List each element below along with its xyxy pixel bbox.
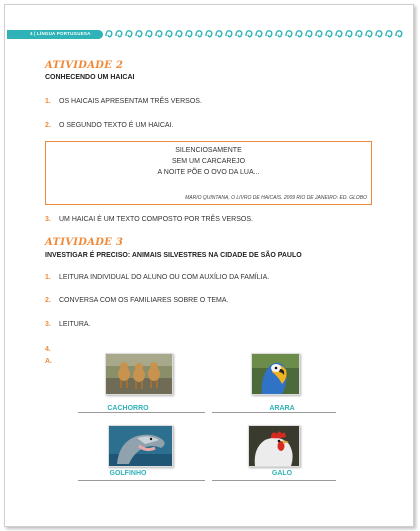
item-text: LEITURA. [59, 321, 91, 328]
animal-label-golfinho: GOLFINHO [109, 470, 147, 477]
wave-swirl [286, 31, 292, 37]
poem-box [45, 141, 372, 205]
macaw-photo [251, 353, 300, 395]
wave-swirl [356, 31, 362, 37]
wave-swirl [316, 31, 322, 37]
wave-swirl [136, 31, 142, 37]
item-text: UM HAICAI É UM TEXTO COMPOSTO POR TRÊS VERSOS. [59, 216, 253, 223]
wave-swirl [376, 31, 382, 37]
wave-swirl [326, 31, 332, 37]
activity-2-subtitle: CONHECENDO UM HAICAI [45, 74, 135, 81]
item-letter: A. [45, 358, 52, 365]
wave-swirl [176, 31, 182, 37]
poem-line: SILENCIOSAMENTE [175, 147, 242, 154]
wave-swirl [276, 31, 282, 37]
item-text: OS HAICAIS APRESENTAM TRÊS VERSOS. [59, 98, 202, 105]
activity-2-title: ATIVIDADE 2 [45, 60, 124, 71]
dolphin-photo [108, 425, 173, 467]
wave-swirl [196, 31, 202, 37]
wave-swirl [306, 31, 312, 37]
section-label: 4 | LÍNGUA PORTUGUESA [30, 31, 91, 36]
animal-label-galo: GALO [271, 470, 293, 477]
item-number: 1. [45, 274, 51, 281]
wave-swirl [236, 31, 242, 37]
poem-citation: MARIO QUINTANA, O LIVRO DE HAICAIS. 2009 RIO DE JANEIRO: ED. GLOBO [185, 195, 367, 201]
item-number: 4. [45, 346, 51, 353]
document-page [4, 4, 414, 527]
wave-swirl [156, 31, 162, 37]
item-number: 3. [45, 321, 51, 328]
wave-swirl [186, 31, 192, 37]
animal-label-arara: ARARA [269, 405, 295, 412]
item-number: 3. [45, 216, 51, 223]
wave-swirl [386, 31, 392, 37]
wave-swirl [146, 31, 152, 37]
wave-swirl [296, 31, 302, 37]
item-text: LEITURA INDIVIDUAL DO ALUNO OU COM AUXÍLIO DA FAMÍLIA. [59, 274, 270, 281]
rooster-photo [248, 425, 300, 467]
decorative-wave-border [104, 28, 404, 40]
answer-line [78, 480, 205, 481]
wave-swirl [346, 31, 352, 37]
answer-line [212, 480, 336, 481]
wave-swirl [266, 31, 272, 37]
wave-swirl [126, 31, 132, 37]
wave-swirl [216, 31, 222, 37]
wave-swirl [246, 31, 252, 37]
item-number: 1. [45, 98, 51, 105]
answer-line [212, 412, 336, 413]
poem-line: SEM UM CARCAREJO [171, 158, 246, 165]
activity-3-title: ATIVIDADE 3 [45, 237, 124, 248]
wave-swirl [166, 31, 172, 37]
wave-swirl [396, 31, 402, 37]
item-number: 2. [45, 297, 51, 304]
item-text: O SEGUNDO TEXTO É UM HAICAI. [59, 122, 174, 129]
dogs-photo [105, 353, 173, 395]
wave-swirl [226, 31, 232, 37]
wave-swirl [206, 31, 212, 37]
wave-swirl [336, 31, 342, 37]
wave-swirl [366, 31, 372, 37]
answer-line [78, 412, 205, 413]
poem-line: A NOITE PÕE O OVO DA LUA... [157, 169, 260, 176]
wave-swirl [256, 31, 262, 37]
animal-label-cachorro: CACHORRO [107, 405, 149, 412]
wave-swirl [106, 31, 112, 37]
item-text: CONVERSA COM OS FAMILIARES SOBRE O TEMA. [59, 297, 229, 304]
item-number: 2. [45, 122, 51, 129]
wave-swirl [116, 31, 122, 37]
activity-3-subtitle: INVESTIGAR É PRECISO: ANIMAIS SILVESTRES NA CIDADE DE SÃO PAULO [45, 252, 302, 259]
